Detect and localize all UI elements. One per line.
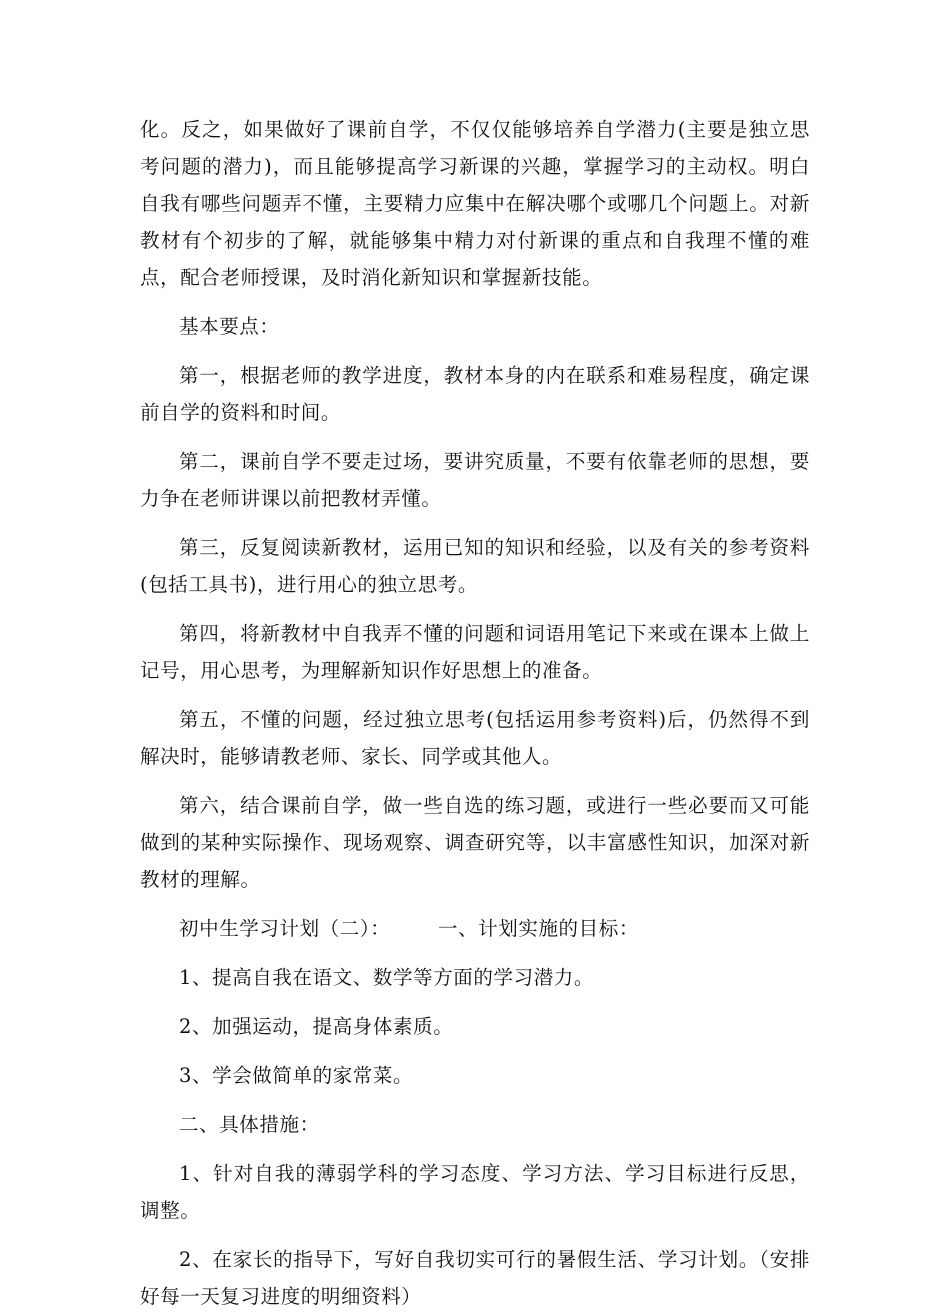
paragraph-goal-2: 2、加强运动，提高身体素质。 xyxy=(179,1015,454,1038)
paragraph-measure-2: 2、在家长的指导下，写好自我切实可行的暑假生活、学习计划。（安排好每一天复习进度的明细资料） xyxy=(140,1248,810,1308)
paragraph-point-4: 第四，将新教材中自我弄不懂的问题和词语用笔记下来或在课本上做上记号，用心思考，为理解新知识作好思想上的准备。 xyxy=(140,622,810,682)
paragraph-measures-heading: 二、具体措施： xyxy=(179,1113,320,1136)
paragraph-point-5: 第五，不懂的问题，经过独立思考(包括运用参考资料)后，仍然得不到解决时，能够请教老师、家长、同学或其他人。 xyxy=(140,708,810,768)
paragraph-plan-two-heading: 初中生学习计划（二）： 一、计划实施的目标： xyxy=(179,917,639,940)
paragraph-point-3: 第三，反复阅读新教材，运用已知的知识和经验，以及有关的参考资料(包括工具书)，进行用心的独立思考。 xyxy=(140,536,810,596)
paragraph-point-6: 第六，结合课前自学，做一些自选的练习题，或进行一些必要而又可能做到的某种实际操作、现场观察、调查研究等，以丰富感性知识，加深对新教材的理解。 xyxy=(140,794,810,891)
paragraph-measure-1: 1、针对自我的薄弱学科的学习态度、学习方法、学习目标进行反思，调整。 xyxy=(140,1162,810,1222)
paragraph-point-2: 第二，课前自学不要走过场，要讲究质量，不要有依靠老师的思想，要力争在老师讲课以前把教材弄懂。 xyxy=(140,450,810,510)
paragraph-continuation: 化。反之，如果做好了课前自学，不仅仅能够培养自学潜力(主要是独立思考问题的潜力)，而且能够提高学习新课的兴趣，掌握学习的主动权。明白自我有哪些问题弄不懂，主要精力应集中在解决哪个或哪几个问题上。对新教材有个初步的了解，就能够集中精力对付新课的重点和自我理不懂的难点，配合老师授课，及时消化新知识和掌握新技能。 xyxy=(140,118,810,289)
paragraph-point-1: 第一，根据老师的教学进度，教材本身的内在联系和难易程度，确定课前自学的资料和时间。 xyxy=(140,364,810,424)
paragraph-goal-1: 1、提高自我在语文、数学等方面的学习潜力。 xyxy=(179,966,595,989)
paragraph-goal-3: 3、学会做简单的家常菜。 xyxy=(179,1064,414,1087)
paragraph-key-points-heading: 基本要点： xyxy=(179,315,280,338)
